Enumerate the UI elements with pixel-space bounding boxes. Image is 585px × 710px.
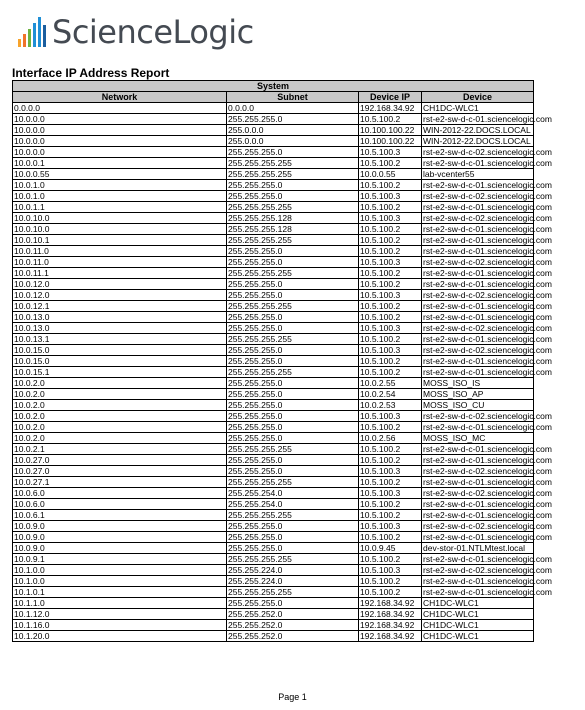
device-cell: rst-e2-sw-d-c-01.sciencelogic.com [423, 301, 552, 311]
network-cell: 10.0.12.0 [13, 279, 227, 290]
column-header-network: Network [13, 92, 227, 103]
device-ip-cell: 10.5.100.2 [359, 477, 422, 488]
network-cell: 10.0.2.0 [13, 389, 227, 400]
table-row [13, 301, 534, 312]
device-ip-cell: 10.5.100.2 [359, 554, 422, 565]
subnet-cell: 255.255.255.0 [227, 389, 359, 400]
subnet-cell: 255.255.255.255 [227, 334, 359, 345]
table-row [13, 334, 534, 345]
device-ip-cell: 10.5.100.2 [359, 587, 422, 598]
subnet-cell: 255.255.255.255 [227, 235, 359, 246]
device-cell: rst-e2-sw-d-c-01.sciencelogic.com [423, 510, 552, 520]
table-row [13, 521, 534, 532]
device-cell: rst-e2-sw-d-c-02.sciencelogic.com [423, 290, 552, 300]
device-cell: MOSS_ISO_MC [422, 433, 534, 444]
device-cell: rst-e2-sw-d-c-02.sciencelogic.com [423, 345, 552, 355]
table-row [13, 191, 534, 202]
network-cell: 10.1.12.0 [13, 609, 227, 620]
device-ip-cell: 192.168.34.92 [359, 620, 422, 631]
device-cell: rst-e2-sw-d-c-02.sciencelogic.com [423, 147, 552, 157]
table-row [13, 543, 534, 554]
network-cell: 10.1.20.0 [13, 631, 227, 642]
subnet-cell: 255.255.255.255 [227, 477, 359, 488]
subnet-cell: 255.255.255.255 [227, 444, 359, 455]
subnet-cell: 255.255.252.0 [227, 631, 359, 642]
device-cell: MOSS_ISO_AP [422, 389, 534, 400]
table-row [13, 235, 534, 246]
table-row [13, 136, 534, 147]
network-cell: 10.0.27.0 [13, 455, 227, 466]
subnet-cell: 255.255.255.0 [227, 246, 359, 257]
subnet-cell: 255.255.255.0 [227, 191, 359, 202]
subnet-cell: 255.255.255.0 [227, 257, 359, 268]
device-ip-cell: 10.0.0.55 [359, 169, 422, 180]
device-ip-cell: 10.5.100.2 [359, 279, 422, 290]
device-ip-cell: 10.5.100.2 [359, 246, 422, 257]
table-row [13, 114, 534, 125]
subnet-cell: 255.255.224.0 [227, 565, 359, 576]
device-ip-cell: 10.5.100.3 [359, 257, 422, 268]
network-cell: 10.0.0.0 [13, 136, 227, 147]
device-cell: rst-e2-sw-d-c-01.sciencelogic.com [423, 334, 552, 344]
device-cell: rst-e2-sw-d-c-01.sciencelogic.com [423, 312, 552, 322]
table-row [13, 389, 534, 400]
network-cell: 10.0.0.0 [13, 147, 227, 158]
device-cell: CH1DC-WLC1 [422, 620, 534, 631]
sciencelogic-logo [18, 8, 254, 56]
table-row [13, 180, 534, 191]
network-cell: 10.0.1.0 [13, 191, 227, 202]
table-row [13, 477, 534, 488]
network-cell: 10.0.11.1 [13, 268, 227, 279]
subnet-cell: 255.255.255.255 [227, 169, 359, 180]
device-cell: rst-e2-sw-d-c-01.sciencelogic.com [423, 114, 552, 124]
device-ip-cell: 10.5.100.3 [359, 290, 422, 301]
network-cell: 10.0.15.1 [13, 367, 227, 378]
network-cell: 10.0.2.0 [13, 378, 227, 389]
device-ip-cell: 10.5.100.3 [359, 191, 422, 202]
device-ip-cell: 10.5.100.3 [359, 411, 422, 422]
device-ip-cell: 10.5.100.2 [359, 301, 422, 312]
device-ip-cell: 10.5.100.3 [359, 488, 422, 499]
device-cell: CH1DC-WLC1 [422, 609, 534, 620]
table-row [13, 609, 534, 620]
device-cell: rst-e2-sw-d-c-01.sciencelogic.com [423, 246, 552, 256]
table-row [13, 422, 534, 433]
table-row [13, 400, 534, 411]
device-ip-cell: 10.100.100.22 [359, 136, 422, 147]
table-row [13, 213, 534, 224]
subnet-cell: 255.255.255.0 [227, 345, 359, 356]
device-ip-cell: 10.0.2.53 [359, 400, 422, 411]
table-row [13, 323, 534, 334]
device-ip-cell: 10.0.2.55 [359, 378, 422, 389]
table-row [13, 279, 534, 290]
network-cell: 10.0.6.1 [13, 510, 227, 521]
device-ip-cell: 10.5.100.2 [359, 510, 422, 521]
network-cell: 0.0.0.0 [13, 103, 227, 114]
subnet-cell: 255.255.255.0 [227, 279, 359, 290]
network-cell: 10.0.15.0 [13, 356, 227, 367]
device-cell: rst-e2-sw-d-c-01.sciencelogic.com [423, 576, 552, 586]
subnet-cell: 255.255.224.0 [227, 576, 359, 587]
device-ip-cell: 10.5.100.2 [359, 455, 422, 466]
network-cell: 10.0.0.0 [13, 114, 227, 125]
table-row [13, 499, 534, 510]
device-ip-cell: 192.168.34.92 [359, 631, 422, 642]
device-ip-cell: 10.5.100.2 [359, 422, 422, 433]
subnet-cell: 255.255.255.0 [227, 378, 359, 389]
table-row [13, 466, 534, 477]
device-ip-cell: 192.168.34.92 [359, 598, 422, 609]
table-row [13, 169, 534, 180]
device-cell: rst-e2-sw-d-c-01.sciencelogic.com [423, 158, 552, 168]
device-ip-cell: 10.100.100.22 [359, 125, 422, 136]
device-ip-cell: 10.5.100.3 [359, 213, 422, 224]
subnet-cell: 255.255.255.0 [227, 466, 359, 477]
subnet-cell: 255.255.255.255 [227, 202, 359, 213]
table-row [13, 103, 534, 114]
device-cell: MOSS_ISO_IS [422, 378, 534, 389]
network-cell: 10.0.11.0 [13, 257, 227, 268]
device-ip-cell: 10.5.100.2 [359, 114, 422, 125]
network-cell: 10.0.0.1 [13, 158, 227, 169]
device-ip-cell: 10.0.9.45 [359, 543, 422, 554]
column-header-device-ip: Device IP [359, 92, 422, 103]
device-ip-cell: 10.5.100.2 [359, 532, 422, 543]
subnet-cell: 255.255.255.0 [227, 455, 359, 466]
subnet-cell: 255.255.255.0 [227, 422, 359, 433]
device-cell: WIN-2012-22.DOCS.LOCAL [422, 125, 534, 136]
table-row [13, 598, 534, 609]
network-cell: 10.0.2.0 [13, 411, 227, 422]
subnet-cell: 255.255.255.255 [227, 510, 359, 521]
device-ip-cell: 10.5.100.2 [359, 268, 422, 279]
device-cell: rst-e2-sw-d-c-01.sciencelogic.com [423, 477, 552, 487]
column-header-device: Device [422, 92, 534, 103]
table-row [13, 554, 534, 565]
subnet-cell: 255.255.254.0 [227, 499, 359, 510]
network-cell: 10.0.10.1 [13, 235, 227, 246]
subnet-cell: 255.255.255.255 [227, 554, 359, 565]
table-row [13, 312, 534, 323]
table-row [13, 455, 534, 466]
subnet-cell: 255.255.255.0 [227, 532, 359, 543]
subnet-cell: 255.255.255.0 [227, 411, 359, 422]
logo-text: ScienceLogic [52, 13, 254, 51]
device-cell: rst-e2-sw-d-c-02.sciencelogic.com [423, 213, 552, 223]
column-header-subnet: Subnet [227, 92, 359, 103]
device-ip-cell: 10.0.2.56 [359, 433, 422, 444]
network-cell: 10.0.2.0 [13, 433, 227, 444]
subnet-cell: 255.255.255.255 [227, 301, 359, 312]
device-ip-cell: 10.5.100.3 [359, 323, 422, 334]
table-row [13, 224, 534, 235]
device-cell: CH1DC-WLC1 [422, 103, 534, 114]
table-row [13, 246, 534, 257]
device-ip-cell: 10.5.100.3 [359, 565, 422, 576]
device-cell: rst-e2-sw-d-c-02.sciencelogic.com [423, 257, 552, 267]
table-row [13, 147, 534, 158]
device-cell: rst-e2-sw-d-c-01.sciencelogic.com [423, 422, 552, 432]
device-cell: rst-e2-sw-d-c-01.sciencelogic.com [423, 202, 552, 212]
table-row [13, 345, 534, 356]
device-cell: rst-e2-sw-d-c-01.sciencelogic.com [423, 455, 552, 465]
network-cell: 10.0.13.0 [13, 312, 227, 323]
table-row [13, 411, 534, 422]
table-row [13, 576, 534, 587]
device-cell: MOSS_ISO_CU [422, 400, 534, 411]
device-cell: rst-e2-sw-d-c-01.sciencelogic.com [423, 235, 552, 245]
device-cell: rst-e2-sw-d-c-01.sciencelogic.com [423, 367, 552, 377]
network-cell: 10.0.27.1 [13, 477, 227, 488]
table-row [13, 125, 534, 136]
report-title: Interface IP Address Report [12, 66, 170, 80]
subnet-cell: 255.255.255.0 [227, 290, 359, 301]
table-row [13, 202, 534, 213]
subnet-cell: 255.255.255.0 [227, 433, 359, 444]
table-row [13, 257, 534, 268]
network-cell: 10.0.1.0 [13, 180, 227, 191]
device-cell: rst-e2-sw-d-c-01.sciencelogic.com [423, 279, 552, 289]
device-cell: rst-e2-sw-d-c-01.sciencelogic.com [423, 499, 552, 509]
device-cell: rst-e2-sw-d-c-01.sciencelogic.com [423, 444, 552, 454]
device-cell: dev-stor-01.NTLMtest.local [422, 543, 534, 554]
network-cell: 10.0.13.1 [13, 334, 227, 345]
device-cell: CH1DC-WLC1 [422, 631, 534, 642]
subnet-cell: 255.255.252.0 [227, 609, 359, 620]
network-cell: 10.1.0.0 [13, 565, 227, 576]
interface-ip-table [12, 80, 552, 642]
device-ip-cell: 10.5.100.2 [359, 367, 422, 378]
network-cell: 10.0.27.0 [13, 466, 227, 477]
network-cell: 10.0.12.1 [13, 301, 227, 312]
device-ip-cell: 10.5.100.2 [359, 202, 422, 213]
subnet-cell: 255.255.255.0 [227, 323, 359, 334]
device-cell: rst-e2-sw-d-c-01.sciencelogic.com [423, 224, 552, 234]
device-ip-cell: 192.168.34.92 [359, 609, 422, 620]
subnet-cell: 255.255.255.255 [227, 587, 359, 598]
network-cell: 10.0.9.0 [13, 543, 227, 554]
table-row [13, 444, 534, 455]
page-number: Page 1 [278, 692, 307, 702]
network-cell: 10.0.2.1 [13, 444, 227, 455]
device-cell: rst-e2-sw-d-c-01.sciencelogic.com [423, 532, 552, 542]
table-row [13, 510, 534, 521]
network-cell: 10.0.9.1 [13, 554, 227, 565]
subnet-cell: 0.0.0.0 [227, 103, 359, 114]
device-ip-cell: 10.5.100.2 [359, 444, 422, 455]
device-cell: rst-e2-sw-d-c-02.sciencelogic.com [423, 323, 552, 333]
network-cell: 10.1.0.1 [13, 587, 227, 598]
device-cell: rst-e2-sw-d-c-01.sciencelogic.com [423, 180, 552, 190]
table-row [13, 488, 534, 499]
device-cell: WIN-2012-22.DOCS.LOCAL [422, 136, 534, 147]
subnet-cell: 255.255.255.0 [227, 598, 359, 609]
subnet-cell: 255.255.255.0 [227, 180, 359, 191]
logo-bars-icon [18, 17, 46, 47]
table-row [13, 532, 534, 543]
table-row [13, 158, 534, 169]
device-cell: rst-e2-sw-d-c-01.sciencelogic.com [423, 587, 552, 597]
subnet-cell: 255.255.255.0 [227, 356, 359, 367]
device-cell: rst-e2-sw-d-c-02.sciencelogic.com [423, 565, 552, 575]
subnet-cell: 255.255.255.255 [227, 158, 359, 169]
device-ip-cell: 10.5.100.2 [359, 224, 422, 235]
subnet-cell: 255.255.255.128 [227, 224, 359, 235]
network-cell: 10.0.0.55 [13, 169, 227, 180]
subnet-cell: 255.255.255.0 [227, 312, 359, 323]
device-cell: rst-e2-sw-d-c-01.sciencelogic.com [423, 268, 552, 278]
subnet-cell: 255.255.254.0 [227, 488, 359, 499]
device-ip-cell: 10.5.100.2 [359, 334, 422, 345]
network-cell: 10.1.1.0 [13, 598, 227, 609]
device-ip-cell: 10.5.100.2 [359, 356, 422, 367]
network-cell: 10.0.10.0 [13, 224, 227, 235]
table-row [13, 631, 534, 642]
subnet-cell: 255.255.255.0 [227, 521, 359, 532]
network-cell: 10.0.0.0 [13, 125, 227, 136]
network-cell: 10.1.16.0 [13, 620, 227, 631]
network-cell: 10.0.2.0 [13, 422, 227, 433]
table-row [13, 356, 534, 367]
device-cell: rst-e2-sw-d-c-02.sciencelogic.com [423, 488, 552, 498]
subnet-cell: 255.0.0.0 [227, 136, 359, 147]
network-cell: 10.0.9.0 [13, 532, 227, 543]
device-cell: rst-e2-sw-d-c-02.sciencelogic.com [423, 411, 552, 421]
device-ip-cell: 10.5.100.3 [359, 466, 422, 477]
device-ip-cell: 10.5.100.3 [359, 147, 422, 158]
device-ip-cell: 10.5.100.3 [359, 345, 422, 356]
group-header-system: System [13, 81, 534, 92]
device-ip-cell: 10.5.100.2 [359, 499, 422, 510]
subnet-cell: 255.255.255.0 [227, 400, 359, 411]
device-ip-cell: 192.168.34.92 [359, 103, 422, 114]
network-cell: 10.0.9.0 [13, 521, 227, 532]
subnet-cell: 255.255.255.255 [227, 268, 359, 279]
subnet-cell: 255.255.255.255 [227, 367, 359, 378]
device-ip-cell: 10.0.2.54 [359, 389, 422, 400]
device-cell: CH1DC-WLC1 [422, 598, 534, 609]
device-ip-cell: 10.5.100.2 [359, 180, 422, 191]
device-ip-cell: 10.5.100.2 [359, 576, 422, 587]
network-cell: 10.0.6.0 [13, 499, 227, 510]
table-row [13, 268, 534, 279]
table-row [13, 565, 534, 576]
network-cell: 10.0.2.0 [13, 400, 227, 411]
device-cell: lab-vcenter55 [422, 169, 534, 180]
device-cell: rst-e2-sw-d-c-02.sciencelogic.com [423, 521, 552, 531]
network-cell: 10.0.15.0 [13, 345, 227, 356]
table-row [13, 587, 534, 598]
network-cell: 10.0.12.0 [13, 290, 227, 301]
network-cell: 10.1.0.0 [13, 576, 227, 587]
device-cell: rst-e2-sw-d-c-01.sciencelogic.com [423, 356, 552, 366]
network-cell: 10.0.11.0 [13, 246, 227, 257]
device-cell: rst-e2-sw-d-c-02.sciencelogic.com [423, 191, 552, 201]
subnet-cell: 255.255.255.0 [227, 543, 359, 554]
subnet-cell: 255.255.255.0 [227, 114, 359, 125]
table-row [13, 378, 534, 389]
device-cell: rst-e2-sw-d-c-02.sciencelogic.com [423, 466, 552, 476]
device-ip-cell: 10.5.100.2 [359, 158, 422, 169]
table-row [13, 290, 534, 301]
device-ip-cell: 10.5.100.3 [359, 521, 422, 532]
device-cell: rst-e2-sw-d-c-01.sciencelogic.com [423, 554, 552, 564]
subnet-cell: 255.255.255.128 [227, 213, 359, 224]
device-ip-cell: 10.5.100.2 [359, 312, 422, 323]
table-row [13, 620, 534, 631]
network-cell: 10.0.1.1 [13, 202, 227, 213]
subnet-cell: 255.255.252.0 [227, 620, 359, 631]
network-cell: 10.0.6.0 [13, 488, 227, 499]
table-row [13, 433, 534, 444]
device-ip-cell: 10.5.100.2 [359, 235, 422, 246]
network-cell: 10.0.13.0 [13, 323, 227, 334]
subnet-cell: 255.0.0.0 [227, 125, 359, 136]
network-cell: 10.0.10.0 [13, 213, 227, 224]
subnet-cell: 255.255.255.0 [227, 147, 359, 158]
table-row [13, 367, 534, 378]
